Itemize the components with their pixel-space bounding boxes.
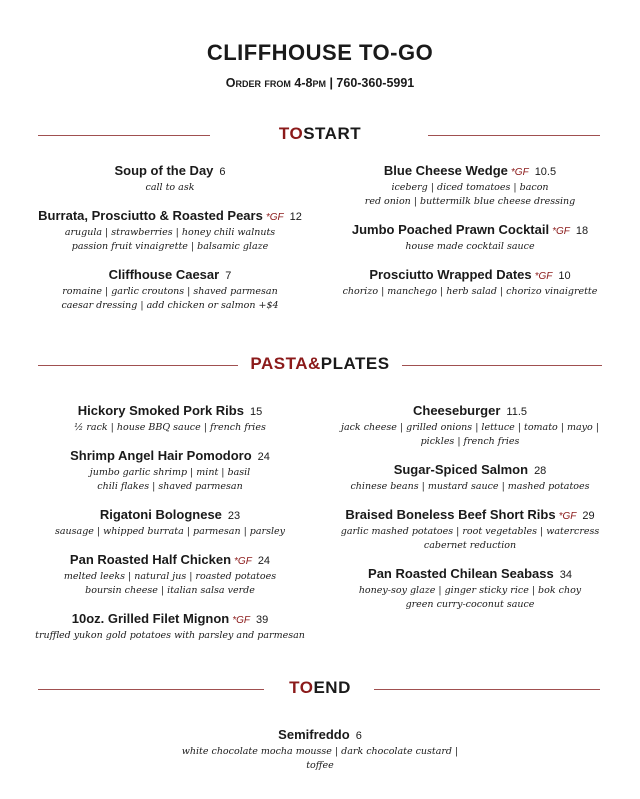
menu-item xyxy=(20,447,320,494)
menu-item xyxy=(320,565,620,612)
menu-item-header xyxy=(320,565,620,584)
gluten-free-mark: *GF xyxy=(265,212,284,223)
item-description: arugula | strawberries | honey chili walnuts xyxy=(64,227,276,238)
menu-item xyxy=(320,162,620,209)
item-description: chinese beans | mustard sauce | mashed potatoes xyxy=(350,481,590,492)
menu-title: CLIFFHOUSE TO-GO xyxy=(206,40,434,65)
item-price: 6 xyxy=(219,166,226,178)
menu-item xyxy=(320,402,620,449)
order-hours-phone: Order from 4-8pm | 760-360-5991 xyxy=(225,76,415,90)
menu-item-header xyxy=(320,402,620,421)
plates-left-column xyxy=(20,402,320,655)
item-price: 12 xyxy=(289,211,302,223)
item-description: garlic mashed potatoes | root vegetables | watercress xyxy=(340,526,600,537)
menu-item-header xyxy=(20,447,320,466)
item-name: Semifreddo xyxy=(278,727,350,742)
start-left-column xyxy=(20,162,320,325)
section-title-end: TOEND xyxy=(289,678,351,697)
item-description: chorizo | manchego | herb salad | chorizo vinaigrette xyxy=(342,286,598,297)
item-name: Prosciutto Wrapped Dates xyxy=(369,267,532,282)
item-name: Soup of the Day xyxy=(114,163,214,178)
item-description: green curry-coconut sauce xyxy=(405,599,535,610)
item-price: 18 xyxy=(575,225,589,237)
menu-item xyxy=(20,506,320,539)
item-description: call to ask xyxy=(145,182,195,193)
gluten-free-mark: *GF xyxy=(234,556,252,567)
section-heading-plates xyxy=(0,354,640,378)
item-description: house made cocktail sauce xyxy=(405,241,535,252)
item-name: Hickory Smoked Pork Ribs xyxy=(77,403,244,418)
item-description: cabernet reduction xyxy=(423,540,517,551)
gluten-free-mark: *GF xyxy=(558,511,577,522)
item-price: 34 xyxy=(559,569,572,581)
item-description: honey-soy glaze | ginger sticky rice | bok choy xyxy=(358,585,582,596)
menu-item xyxy=(20,402,320,435)
menu-item xyxy=(20,610,320,643)
item-price: 23 xyxy=(227,510,241,522)
item-price: 6 xyxy=(355,730,362,742)
item-description: truffled yukon gold potatoes with parsley and parmesan xyxy=(35,630,305,641)
menu-item-header xyxy=(20,402,320,421)
item-description: jumbo garlic shrimp | mint | basil xyxy=(89,467,251,478)
item-description: red onion | buttermilk blue cheese dressing xyxy=(364,196,576,207)
item-price: 39 xyxy=(256,614,269,626)
section-heading-start xyxy=(0,124,640,148)
item-name: Burrata, Prosciutto & Roasted Pears xyxy=(38,208,263,223)
item-price: 10.5 xyxy=(534,166,557,178)
item-description: iceberg | diced tomatoes | bacon xyxy=(391,182,549,193)
section-title-plates: PASTA&PLATES xyxy=(250,354,390,373)
item-name: Cliffhouse Caesar xyxy=(108,267,220,282)
item-price: 11.5 xyxy=(506,406,527,418)
menu-item-header xyxy=(20,266,320,285)
item-description: caesar dressing | add chicken or salmon +$4 xyxy=(61,300,279,311)
item-name: Shrimp Angel Hair Pomodoro xyxy=(70,448,252,463)
menu-item xyxy=(320,221,620,254)
menu-item xyxy=(320,461,620,494)
gluten-free-mark: *GF xyxy=(510,167,529,178)
menu-item-header xyxy=(170,726,470,745)
menu-item-header xyxy=(320,162,620,181)
item-price: 24 xyxy=(257,555,271,567)
section-heading-end xyxy=(0,678,640,702)
menu-item xyxy=(320,266,620,299)
item-description: pickles | french fries xyxy=(420,436,520,447)
item-price: 15 xyxy=(249,406,263,418)
menu-item-header xyxy=(20,551,320,570)
start-right-column xyxy=(320,162,620,311)
item-name: Rigatoni Bolognese xyxy=(99,507,222,522)
menu-item xyxy=(20,162,320,195)
item-name: Braised Boneless Beef Short Ribs xyxy=(345,507,556,522)
menu-item-header xyxy=(20,162,320,181)
menu-item-header xyxy=(320,266,620,285)
item-description: jack cheese | grilled onions | lettuce | tomato | mayo | xyxy=(341,422,599,433)
item-name: Pan Roasted Half Chicken xyxy=(69,552,232,567)
item-description: chili flakes | shaved parmesan xyxy=(97,481,243,492)
gluten-free-mark: *GF xyxy=(552,226,570,237)
item-price: 10 xyxy=(558,270,571,282)
menu-item-header xyxy=(20,506,320,525)
menu-item xyxy=(20,207,320,254)
item-description: ½ rack | house BBQ sauce | french fries xyxy=(74,422,266,433)
item-price: 24 xyxy=(257,451,270,463)
menu-item xyxy=(20,266,320,313)
menu-item xyxy=(320,506,620,553)
item-name: Jumbo Poached Prawn Cocktail xyxy=(351,222,550,237)
item-price: 29 xyxy=(582,510,595,522)
end-column xyxy=(170,726,470,785)
menu-item-header xyxy=(20,610,320,629)
item-price: 7 xyxy=(225,270,232,282)
item-description: boursin cheese | italian salsa verde xyxy=(85,585,255,596)
menu-item-header xyxy=(320,221,620,240)
gluten-free-mark: *GF xyxy=(534,271,553,282)
item-description: sausage | whipped burrata | parmesan | parsley xyxy=(55,526,285,537)
item-description: melted leeks | natural jus | roasted potatoes xyxy=(63,571,277,582)
plates-right-column xyxy=(320,402,620,624)
menu-item-header xyxy=(320,506,620,525)
item-name: Pan Roasted Chilean Seabass xyxy=(368,566,554,581)
item-name: Sugar-Spiced Salmon xyxy=(393,462,529,477)
item-name: Blue Cheese Wedge xyxy=(383,163,508,178)
menu-item-header xyxy=(320,461,620,480)
menu-item-header xyxy=(20,207,320,226)
item-price: 28 xyxy=(534,465,547,477)
gluten-free-mark: *GF xyxy=(232,615,250,626)
item-description: romaine | garlic croutons | shaved parmesan xyxy=(62,286,278,297)
item-description: white chocolate mocha mousse | dark chocolate custard | toffee xyxy=(181,746,459,771)
item-description: passion fruit vinaigrette | balsamic glaze xyxy=(71,241,269,252)
item-name: 10oz. Grilled Filet Mignon xyxy=(71,611,230,626)
section-title-start: TOSTART xyxy=(278,124,362,143)
menu-item xyxy=(170,726,470,773)
menu-item xyxy=(20,551,320,598)
item-name: Cheeseburger xyxy=(412,403,501,418)
menu-header xyxy=(0,40,640,90)
